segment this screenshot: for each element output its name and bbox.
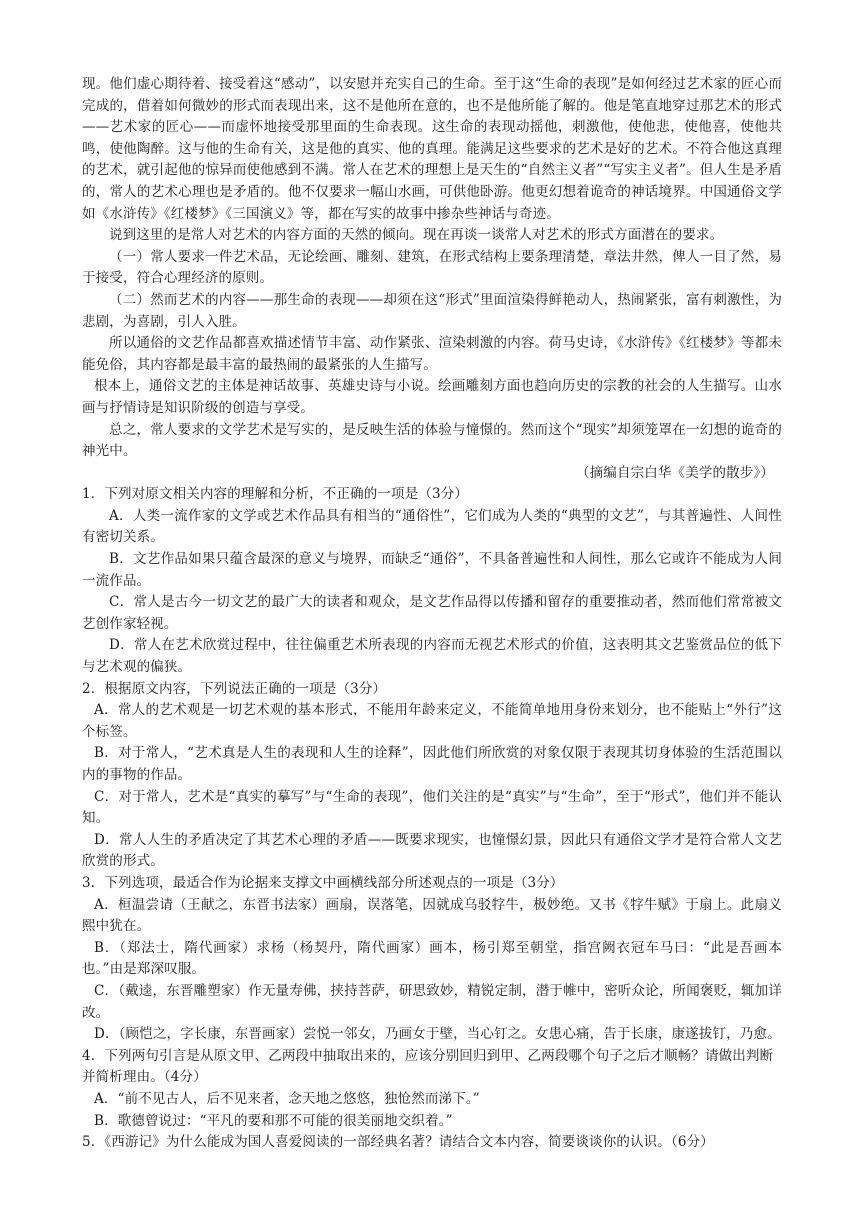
answer-option: D．常人在艺术欣赏过程中，往往偏重艺术所表现的内容而无视艺术形式的价值，这表明其文艺鉴赏品位的低下与艺术观的偏狭。 <box>82 637 782 676</box>
answer-option: B．歌德曾说过：“平凡的要和那不可能的很美丽地交织着。” <box>94 1112 453 1129</box>
question-4 <box>82 1046 782 1132</box>
answer-option: B．对于常人，“艺术真是人生的表现和人生的诠释”，因此他们所欣赏的对象仅限于表现其切身体验的生活范围以内的事物的作品。 <box>82 745 782 783</box>
passage-paragraph: 总之，常人要求的文学艺术是写实的，是反映生活的体验与憧憬的。然而这个“现实”却须笼罩在一幻想的诡奇的神光中。 <box>82 421 782 460</box>
passage-paragraph: （一）常人要求一件艺术品，无论绘画、雕刻、建筑，在形式结构上要条理清楚，章法井然，俾人一目了然，易于接受，符合心理经济的原则。 <box>82 248 782 287</box>
answer-option: D．（顾恺之，字长康，东晋画家）尝悦一邻女，乃画女于壁，当心钉之。女患心痛，告于长康，康遂拔钉，乃愈。 <box>94 1026 781 1043</box>
answer-option: A．人类一流作家的文学或艺术作品具有相当的“通俗性”，它们成为人类的“典型的文艺”，与其普遍性、人间性有密切关系。 <box>82 507 782 546</box>
passage-paragraph: 现。他们虚心期待着、接受着这“感动”，以安慰并充实自己的生命。至于这“生命的表现”是如何经过艺术家的匠心而完成的，借着如何微妙的形式而表现出来，这不是他所在意的，也不是他所能了解的。他是笔直地穿过那艺术的形式——艺术家的匠心——而虚怀地接受那里面的生命表现。这生命的表现动摇他，刺激他，使他悲，使他喜，使他共鸣，使他陶醉。这与他的生命有关，这是他的真实、他的真理。能满足这些要求的艺术是好的艺术。不符合他这真理的艺术，就引起他的惊异而使他感到不满。常人在艺术的理想上是天生的“自然主义者”“写实主义者”。但人生是矛盾的，常人的艺术心理也是矛盾的。他不仅要求一幅山水画，可供他卧游。他更幻想着诡奇的神话境界。中国通俗文学如《水浒传》《红楼梦》《三国演义》等，都在写实的故事中掺杂些神话与奇迹。 <box>82 76 782 222</box>
question-stem: 3．下列选项，最适合作为论据来支撑文中画横线部分所述观点的一项是（3分） <box>82 874 564 891</box>
reading-passage <box>82 74 782 463</box>
question-2 <box>82 679 782 873</box>
question-1 <box>82 484 782 678</box>
passage-paragraph: 说到这里的是常人对艺术的内容方面的天然的倾向。现在再谈一谈常人对艺术的形式方面潜在的要求。 <box>109 227 724 244</box>
answer-option: C．对于常人，艺术是“真实的摹写”与“生命的表现”，他们关注的是“真实”与“生命”，至于“形式”，他们并不能认知。 <box>82 788 782 827</box>
question-stem: 4．下列两句引言是从原文甲、乙两段中抽取出来的，应该分别回归到甲、乙两段哪个句子之后才顺畅？请做出判断并简析理由。（4分） <box>82 1047 774 1086</box>
answer-option: C．（戴逵，东晋雕塑家）作无量寿佛，挟持菩萨，研思致妙，精锐定制，潜于帷中，密听众论，所闻褒贬，辄加详改。 <box>82 982 782 1021</box>
answer-option: A．桓温尝请（王献之，东晋书法家）画扇，误落笔，因就成乌驳牸牛，极妙绝。又书《牸牛赋》于扇上。此扇义熙中犹在。 <box>82 896 782 935</box>
source-citation: （摘编自宗白华《美学的散步》） <box>576 464 774 481</box>
answer-option: C．常人是古今一切文艺的最广大的读者和观众，是文艺作品得以传播和留存的重要推动者，然而他们常常被文艺创作家轻视。 <box>82 594 782 632</box>
passage-paragraph: 根本上，通俗文艺的主体是神话故事、英雄史诗与小说。绘画雕刻方面也趋向历史的宗教的社会的人生描写。山水画与抒情诗是知识阶级的创造与享受。 <box>82 378 782 416</box>
passage-paragraph: 所以通俗的文艺作品都喜欢描述情节丰富、动作紧张、渲染刺激的内容。荷马史诗，《水浒传》《红楼梦》等都未能免俗，其内容都是最丰富的最热闹的最紧张的人生描写。 <box>82 335 782 373</box>
answer-option: D．常人人生的矛盾决定了其艺术心理的矛盾——既要求现实，也憧憬幻景，因此只有通俗文学才是符合常人文艺欣赏的形式。 <box>82 831 782 870</box>
answer-option: B．文艺作品如果只蕴含最深的意义与境界，而缺乏“通俗”，不具备普遍性和人间性，那么它或许不能成为人间一流作品。 <box>82 551 782 589</box>
answer-option: A．“前不见古人，后不见来者，念天地之悠悠，独怆然而涕下。” <box>94 1090 480 1107</box>
answer-option: B．（郑法士，隋代画家）求杨（杨契丹，隋代画家）画本，杨引郑至朝堂，指宫阙衣冠车马曰：“此是吾画本也。”由是郑深叹服。 <box>82 939 782 978</box>
answer-option: A．常人的艺术观是一切艺术观的基本形式，不能用年龄来定义，不能简单地用身份来划分，也不能贴上“外行”这个标签。 <box>82 702 782 740</box>
question-stem: 2．根据原文内容，下列说法正确的一项是（3分） <box>82 680 387 697</box>
document-body <box>82 74 782 1154</box>
question-stem: 5．《西游记》为什么能成为国人喜爱阅读的一部经典名著？请结合文本内容，简要谈谈你的认识。（6分） <box>82 1134 714 1151</box>
question-stem: 1．下列对原文相关内容的理解和分析，不正确的一项是（3分） <box>82 486 469 503</box>
passage-paragraph: （二）然而艺术的内容——那生命的表现——却须在这“形式”里面渲染得鲜艳动人，热闹紧张，富有刺激性，为悲剧，为喜剧，引人入胜。 <box>82 291 782 330</box>
question-5 <box>82 1132 782 1154</box>
question-3 <box>82 873 782 1046</box>
question-list <box>82 484 782 1153</box>
